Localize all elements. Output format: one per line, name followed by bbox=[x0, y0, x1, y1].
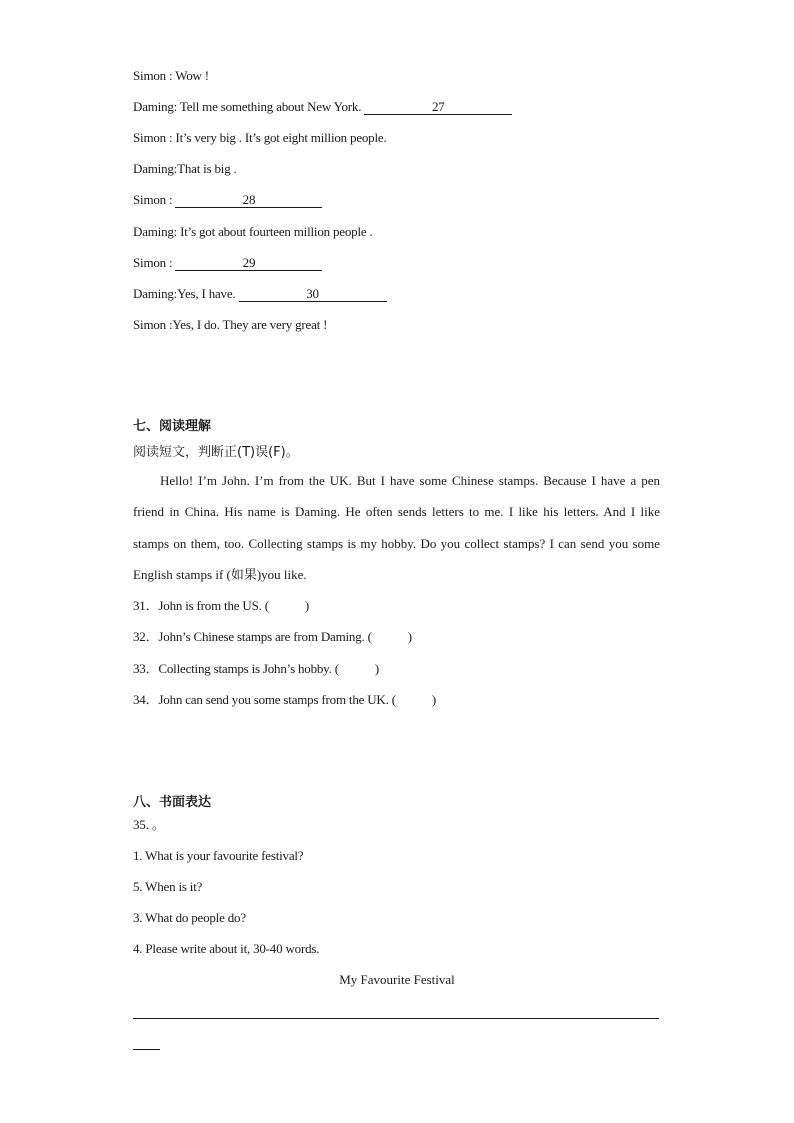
question-close: ) bbox=[431, 692, 436, 707]
dialogue-line bbox=[133, 161, 237, 177]
dialogue-text: Daming:Yes, I have. bbox=[133, 286, 239, 301]
question-close: ) bbox=[374, 661, 380, 676]
question-number: 32． bbox=[133, 629, 159, 644]
dialogue-text: Daming: It’s got about fourteen million people . bbox=[133, 224, 373, 239]
dialogue-line bbox=[133, 68, 209, 84]
question-close: ) bbox=[407, 629, 412, 644]
writing-prompt: 1. What is your favourite festival? bbox=[133, 848, 304, 863]
question-text: John’s Chinese stamps are from Daming. ( bbox=[158, 629, 372, 644]
dialogue-text: Daming: Tell me something about New York. bbox=[133, 99, 365, 114]
writing-prompt: 3. What do people do? bbox=[133, 910, 246, 925]
question-35-number: 35．。 bbox=[133, 817, 165, 832]
answer-blank-28[interactable]: 28 bbox=[175, 193, 322, 208]
question-number: 31． bbox=[133, 598, 159, 613]
dialogue-text: Simon : Wow ! bbox=[133, 68, 209, 83]
reading-passage bbox=[133, 465, 660, 590]
reading-instruction: 阅读短文，判断正(T)误(F)。 bbox=[133, 445, 299, 460]
dialogue-line bbox=[133, 255, 322, 271]
question-text: Collecting stamps is John’s hobby. ( bbox=[158, 661, 339, 676]
dialogue-line bbox=[133, 130, 387, 146]
writing-line[interactable] bbox=[133, 1018, 659, 1019]
dialogue-text: Daming:That is big . bbox=[133, 161, 237, 176]
writing-prompt: 4. Please write about it, 30-40 words. bbox=[133, 941, 320, 956]
question-close: ) bbox=[304, 598, 309, 613]
section-heading-writing: 八、书面表达 bbox=[133, 795, 212, 810]
dialogue-text: Simon : It’s very big . It’s got eight million people. bbox=[133, 130, 387, 145]
dialogue-line bbox=[133, 286, 387, 302]
dialogue-line bbox=[133, 99, 512, 115]
writing-prompt: 5. When is it? bbox=[133, 879, 203, 894]
question-number: 33． bbox=[133, 661, 159, 676]
dialogue-text: Simon :Yes, I do. They are very great ! bbox=[133, 317, 328, 332]
question-34 bbox=[133, 692, 436, 708]
question-31 bbox=[133, 598, 309, 614]
dialogue-text: Simon : bbox=[133, 255, 176, 270]
question-33 bbox=[133, 661, 379, 677]
question-text: John is from the US. ( bbox=[158, 598, 269, 613]
passage-text: Hello! I’m John. I’m from the UK. But I have some Chinese stamps. Because I have a pen friend in China. His name is Daming. He often sends letters to me. I like his letters. And I like stamps on them, too. Collecting stamps is my hobby. Do you collect stamps? I can send you some English stamps if (如果)you like. bbox=[133, 473, 660, 582]
dialogue-line bbox=[133, 317, 327, 333]
writing-line-short[interactable] bbox=[133, 1049, 160, 1050]
answer-blank-27[interactable]: 27 bbox=[364, 100, 512, 115]
dialogue-line bbox=[133, 224, 373, 240]
question-text: John can send you some stamps from the UK. ( bbox=[158, 692, 396, 707]
dialogue-line bbox=[133, 192, 322, 208]
question-32 bbox=[133, 629, 412, 645]
section-heading-reading: 七、阅读理解 bbox=[133, 419, 212, 434]
essay-title: My Favourite Festival bbox=[339, 972, 455, 987]
question-number: 34． bbox=[133, 692, 159, 707]
answer-blank-30[interactable]: 30 bbox=[239, 287, 387, 302]
answer-blank-29[interactable]: 29 bbox=[175, 256, 322, 271]
dialogue-text: Simon : bbox=[133, 192, 176, 207]
